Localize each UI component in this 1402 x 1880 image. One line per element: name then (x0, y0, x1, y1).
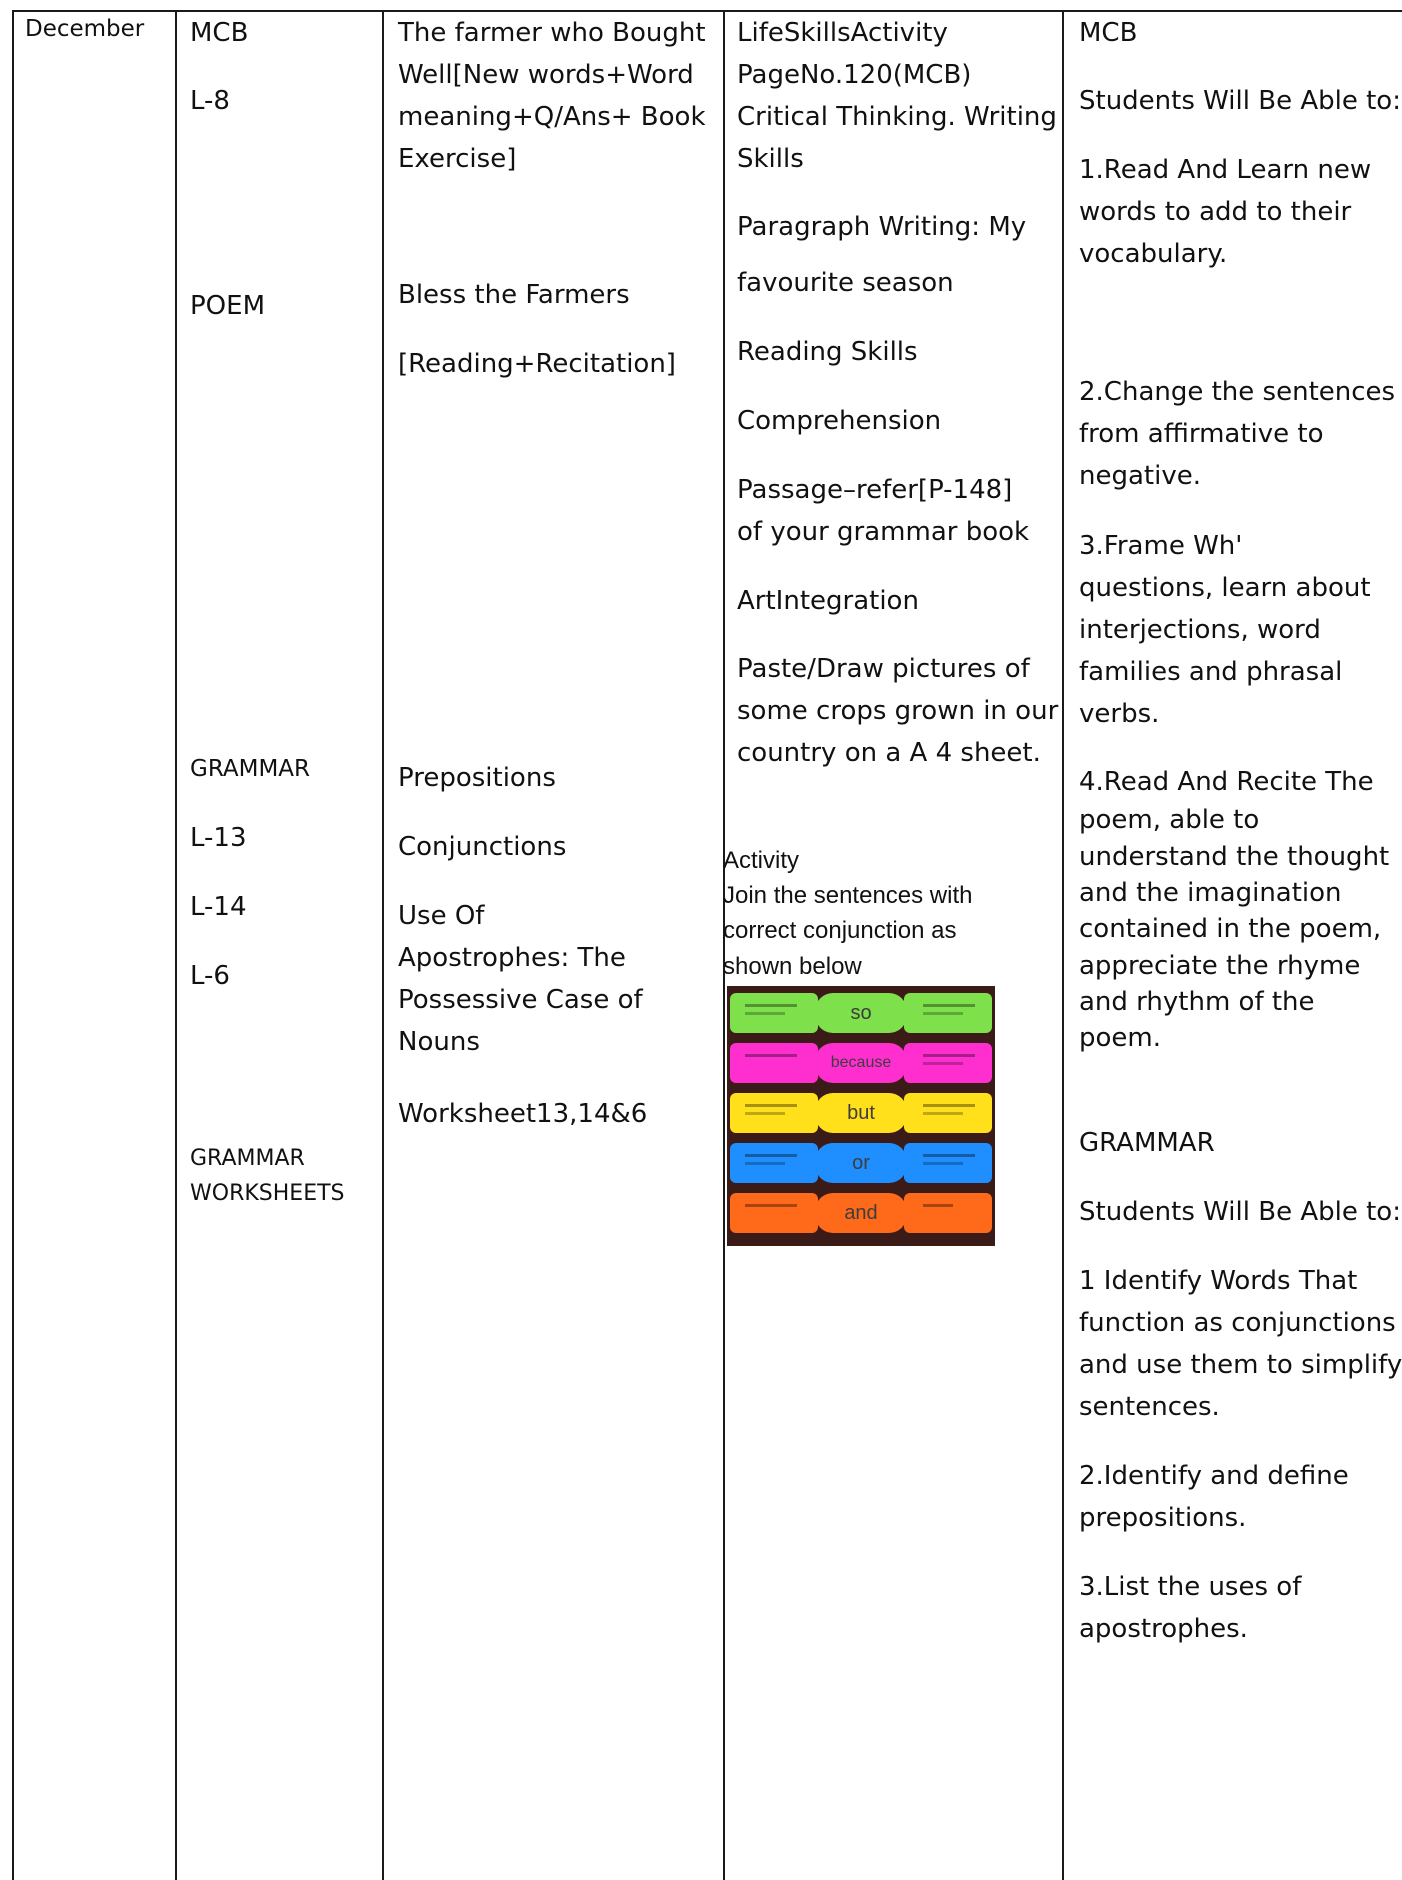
activity-line: LifeSkillsActivity (737, 18, 948, 48)
activity-heading: Activity (723, 847, 800, 874)
puzzle-piece (730, 1193, 818, 1233)
subject-l14: L-14 (190, 892, 247, 922)
outcome-line: prepositions. (1079, 1503, 1247, 1533)
outcomes-mcb: MCB (1079, 18, 1138, 48)
activity-paste: some crops grown in our (737, 696, 1059, 726)
subject-mcb: MCB (190, 18, 249, 48)
puzzle-word: so (850, 1002, 872, 1024)
outcomes-grammar: GRAMMAR (1079, 1128, 1215, 1158)
outcome-line: and use them to simplify (1079, 1350, 1402, 1380)
outcome-line: 2.Identify and define (1079, 1461, 1349, 1491)
outcome-line: questions, learn about (1079, 573, 1371, 603)
activity-paragraph: Paragraph Writing: My (737, 212, 1027, 242)
activity-paste: Paste/Draw pictures of (737, 654, 1030, 684)
subject-grammar: GRAMMAR (190, 756, 311, 782)
column-divider (382, 10, 384, 1880)
topic-line: Exercise] (398, 144, 517, 174)
topic-worksheet: Worksheet13,14&6 (398, 1099, 648, 1129)
outcome-line: 3.List the uses of (1079, 1572, 1302, 1602)
outcome-line: and rhythm of the (1079, 987, 1315, 1017)
outcome-line: sentences. (1079, 1392, 1220, 1422)
outcome-line: negative. (1079, 461, 1201, 491)
outcomes-intro: Students Will Be Able to: (1079, 86, 1401, 116)
outcome-line: verbs. (1079, 699, 1160, 729)
outcome-line: 1.Read And Learn new (1079, 155, 1372, 185)
topic-apostrophes: Apostrophes: The (398, 943, 626, 973)
puzzle-piece (904, 1193, 992, 1233)
outcome-line: function as conjunctions (1079, 1308, 1396, 1338)
subject-l6: L-6 (190, 961, 230, 991)
outcome-line: 1 Identify Words That (1079, 1266, 1358, 1296)
puzzle-word: because (830, 1054, 892, 1071)
outcome-line: poem. (1079, 1023, 1161, 1053)
activity-reading: Reading Skills (737, 337, 918, 367)
activity-instruction: correct conjunction as (723, 917, 957, 944)
topic-bless: Bless the Farmers (398, 280, 630, 310)
puzzle-word: and (844, 1202, 878, 1224)
outcome-line: 2.Change the sentences (1079, 377, 1396, 407)
outcomes-intro: Students Will Be Able to: (1079, 1197, 1401, 1227)
month-cell: December (25, 16, 145, 42)
topic-prepositions: Prepositions (398, 763, 556, 793)
outcome-line: words to add to their (1079, 197, 1352, 227)
puzzle-row (727, 1040, 995, 1086)
outcome-line: 3.Frame Wh' (1079, 531, 1243, 561)
outcome-line: families and phrasal (1079, 657, 1343, 687)
topic-recite: [Reading+Recitation] (398, 349, 676, 379)
column-divider (1062, 10, 1064, 1880)
topic-conjunctions: Conjunctions (398, 832, 567, 862)
subject-grammar-worksheets: WORKSHEETS (190, 1181, 345, 1206)
outcome-line: from affirmative to (1079, 419, 1324, 449)
puzzle-row (727, 990, 995, 1036)
activity-instruction: shown below (723, 953, 862, 980)
outcome-line: apostrophes. (1079, 1614, 1248, 1644)
outcome-line: vocabulary. (1079, 239, 1228, 269)
activity-instruction: Join the sentences with (723, 882, 973, 909)
activity-paragraph: favourite season (737, 268, 954, 298)
activity-line: Critical Thinking. Writing (737, 102, 1057, 132)
activity-line: Skills (737, 144, 804, 174)
outcome-line: contained in the poem, (1079, 914, 1382, 944)
activity-art: ArtIntegration (737, 586, 919, 616)
subject-grammar-worksheets: GRAMMAR (190, 1146, 305, 1171)
outcome-line: interjections, word (1079, 615, 1321, 645)
topic-line: meaning+Q/Ans+ Book (398, 102, 706, 132)
puzzle-piece (730, 1043, 818, 1083)
puzzle-word: or (852, 1152, 870, 1174)
subject-l13: L-13 (190, 823, 247, 853)
topic-line: The farmer who Bought (398, 18, 706, 48)
puzzle-row (727, 1190, 995, 1236)
topic-line: Well[New words+Word (398, 60, 694, 90)
outcome-line: poem, able to (1079, 805, 1260, 835)
puzzle-word: but (847, 1102, 875, 1124)
outcome-line: 4.Read And Recite The (1079, 767, 1374, 797)
column-divider (12, 10, 14, 1880)
column-divider (175, 10, 177, 1880)
topic-apostrophes: Possessive Case of (398, 985, 643, 1015)
outcome-line: and the imagination (1079, 878, 1342, 908)
activity-passage: of your grammar book (737, 517, 1030, 547)
puzzle-row (727, 1090, 995, 1136)
subject-poem: POEM (190, 291, 266, 321)
outcome-line: understand the thought (1079, 842, 1390, 872)
activity-line: PageNo.120(MCB) (737, 60, 972, 90)
activity-comprehension: Comprehension (737, 406, 942, 436)
conjunction-puzzle-image (727, 986, 995, 1246)
topic-apostrophes: Use Of (398, 901, 485, 931)
activity-passage: Passage–refer[P-148] (737, 475, 1013, 505)
subject-lesson: L-8 (190, 86, 230, 116)
outcome-line: appreciate the rhyme (1079, 951, 1361, 981)
puzzle-row (727, 1140, 995, 1186)
topic-apostrophes: Nouns (398, 1027, 480, 1057)
activity-paste: country on a A 4 sheet. (737, 738, 1041, 768)
